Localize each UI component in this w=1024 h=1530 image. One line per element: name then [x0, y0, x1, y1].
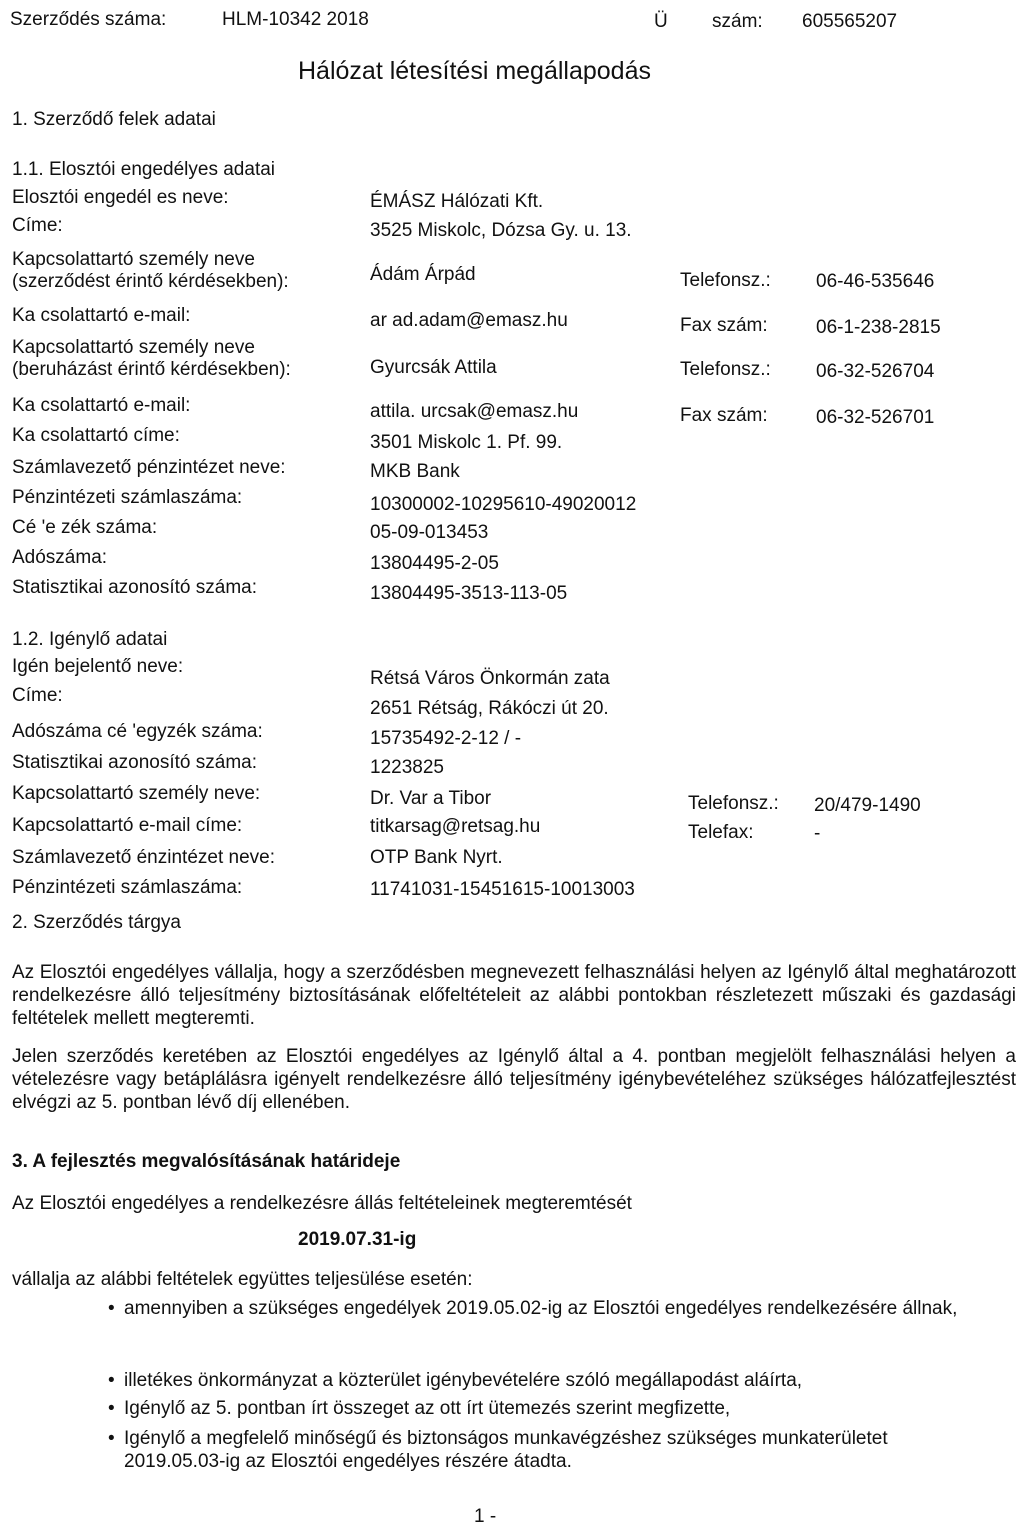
- field-label: Címe:: [12, 215, 63, 236]
- field-value: 1223825: [370, 757, 444, 778]
- phone-value: 20/479-1490: [814, 795, 921, 816]
- field-label: Ka csolattartó e-mail:: [12, 395, 191, 416]
- contract-number-label: Szerződés száma:: [10, 9, 167, 30]
- field-value: Dr. Var a Tibor: [370, 788, 492, 809]
- email-value: ar ad.adam@emasz.hu: [370, 310, 568, 331]
- field-label: Adószáma cé 'egyzék száma:: [12, 721, 263, 742]
- section-1-2-heading: 1.2. Igénylő adatai: [12, 629, 168, 650]
- fax-value: 06-1-238-2815: [816, 317, 941, 338]
- u-number-label: szám:: [712, 11, 763, 32]
- phone-label: Telefonsz.:: [688, 793, 779, 814]
- email-value: titkarsag@retsag.hu: [370, 816, 541, 837]
- field-label: Elosztói engedél es neve:: [12, 187, 229, 208]
- field-value: 3525 Miskolc, Dózsa Gy. u. 13.: [370, 220, 632, 241]
- field-value: 2651 Rétság, Rákóczi út 20.: [370, 698, 609, 719]
- section-2-heading: 2. Szerződés tárgya: [12, 912, 181, 933]
- field-value: MKB Bank: [370, 461, 460, 482]
- fax-label: Telefax:: [688, 822, 754, 843]
- fax-label: Fax szám:: [680, 405, 768, 426]
- field-value: OTP Bank Nyrt.: [370, 847, 503, 868]
- bullet-icon: •: [108, 1370, 115, 1391]
- field-label: Kapcsolattartó személy neve: [12, 249, 255, 270]
- field-label: Számlavezető énzintézet neve:: [12, 847, 275, 868]
- phone-label: Telefonsz.:: [680, 270, 771, 291]
- field-value: 13804495-3513-113-05: [370, 583, 568, 604]
- list-item: amennyiben a szükséges engedélyek 2019.05.02-ig az Elosztói engedélyes rendelkezésére állnak,: [124, 1298, 958, 1319]
- section-3-paragraph-1: Az Elosztói engedélyes a rendelkezésre állás feltételeinek megteremtését: [12, 1193, 632, 1214]
- field-label: Cé 'e zék száma:: [12, 517, 158, 538]
- section-1-1-heading: 1.1. Elosztói engedélyes adatai: [12, 159, 276, 180]
- bullet-icon: •: [108, 1298, 115, 1319]
- fax-value: 06-32-526701: [816, 407, 935, 428]
- phone-value: 06-32-526704: [816, 361, 935, 382]
- field-value: 15735492-2-12 / -: [370, 728, 522, 749]
- field-value: Gyurcsák Attila: [370, 357, 497, 378]
- field-label: Kapcsolattartó személy neve:: [12, 783, 261, 804]
- field-label: Ka csolattartó e-mail:: [12, 305, 191, 326]
- field-label-continued: (beruházást érintő kérdésekben):: [12, 359, 291, 380]
- field-label: Statisztikai azonosító száma:: [12, 577, 257, 598]
- field-value: 3501 Miskolc 1. Pf. 99.: [370, 432, 563, 453]
- field-label: Igén bejelentő neve:: [12, 656, 184, 677]
- list-item: Igénylő az 5. pontban írt összeget az ott írt ütemezés szerint megfizette,: [124, 1398, 731, 1419]
- section-2-paragraph-1: Az Elosztói engedélyes vállalja, hogy a szerződésben megnevezett felhasználási helyen az Igénylő által meghatározott rendelkezésre álló teljesítmény biztosításának előfeltételeit az alábbi pontokban részletezett műszaki és gazdasági feltételek mellett megteremti.: [12, 962, 1016, 1029]
- section-2-paragraph-2: Jelen szerződés keretében az Elosztói engedélyes az Igénylő által a 4. pontban megjelölt felhasználási helyen a vételezésre vagy betáplálásra igényelt rendelkezésre álló teljesítmény igénybevételéhez szükséges hálózatfejlesztést elvégzi az 5. pontban lévő díj ellenében.: [12, 1046, 1016, 1113]
- phone-label: Telefonsz.:: [680, 359, 771, 380]
- bullet-icon: •: [108, 1398, 115, 1419]
- contract-number-value: HLM-10342 2018: [222, 9, 369, 30]
- section-1-heading: 1. Szerződő felek adatai: [12, 109, 216, 130]
- field-label: Statisztikai azonosító száma:: [12, 752, 257, 773]
- field-value: 10300002-10295610-49020012: [370, 494, 637, 515]
- field-label-continued: (szerződést érintő kérdésekben):: [12, 271, 289, 292]
- phone-value: 06-46-535646: [816, 271, 935, 292]
- document-title: Hálózat létesítési megállapodás: [298, 57, 651, 85]
- u-label: Ü: [654, 11, 668, 32]
- fax-label: Fax szám:: [680, 315, 768, 336]
- page-number: 1 -: [474, 1506, 497, 1527]
- fax-value: -: [814, 823, 821, 844]
- list-item: Igénylő a megfelelő minőségű és biztonságos munkavégzéshez szükséges munkaterületet 2019.05.03-ig az Elosztói engedélyes részére átadta.: [124, 1428, 888, 1472]
- field-label: Adószáma:: [12, 547, 108, 568]
- u-number-value: 605565207: [802, 11, 898, 32]
- field-label: Pénzintézeti számlaszáma:: [12, 487, 243, 508]
- field-label: Címe:: [12, 685, 63, 706]
- section-3-heading: 3. A fejlesztés megvalósításának határideje: [12, 1151, 401, 1172]
- field-value: Ádám Árpád: [370, 264, 476, 285]
- bullet-icon: •: [108, 1428, 115, 1449]
- email-value: attila. urcsak@emasz.hu: [370, 401, 579, 422]
- deadline-date: 2019.07.31-ig: [298, 1229, 417, 1250]
- field-value: 13804495-2-05: [370, 553, 499, 574]
- field-value: Rétsá Város Önkormán zata: [370, 668, 610, 689]
- field-value: 05-09-013453: [370, 522, 489, 543]
- field-label: Kapcsolattartó személy neve: [12, 337, 255, 358]
- list-item: illetékes önkormányzat a közterület igénybevételére szóló megállapodást aláírta,: [124, 1370, 803, 1391]
- field-value: 11741031-15451615-10013003: [370, 879, 635, 900]
- field-label: Kapcsolattartó e-mail címe:: [12, 815, 243, 836]
- field-label: Számlavezető pénzintézet neve:: [12, 457, 286, 478]
- section-3-paragraph-2: vállalja az alábbi feltételek együttes teljesülése esetén:: [12, 1269, 473, 1290]
- field-label: Pénzintézeti számlaszáma:: [12, 877, 243, 898]
- field-label: Ka csolattartó címe:: [12, 425, 180, 446]
- field-value: ÉMÁSZ Hálózati Kft.: [370, 191, 544, 212]
